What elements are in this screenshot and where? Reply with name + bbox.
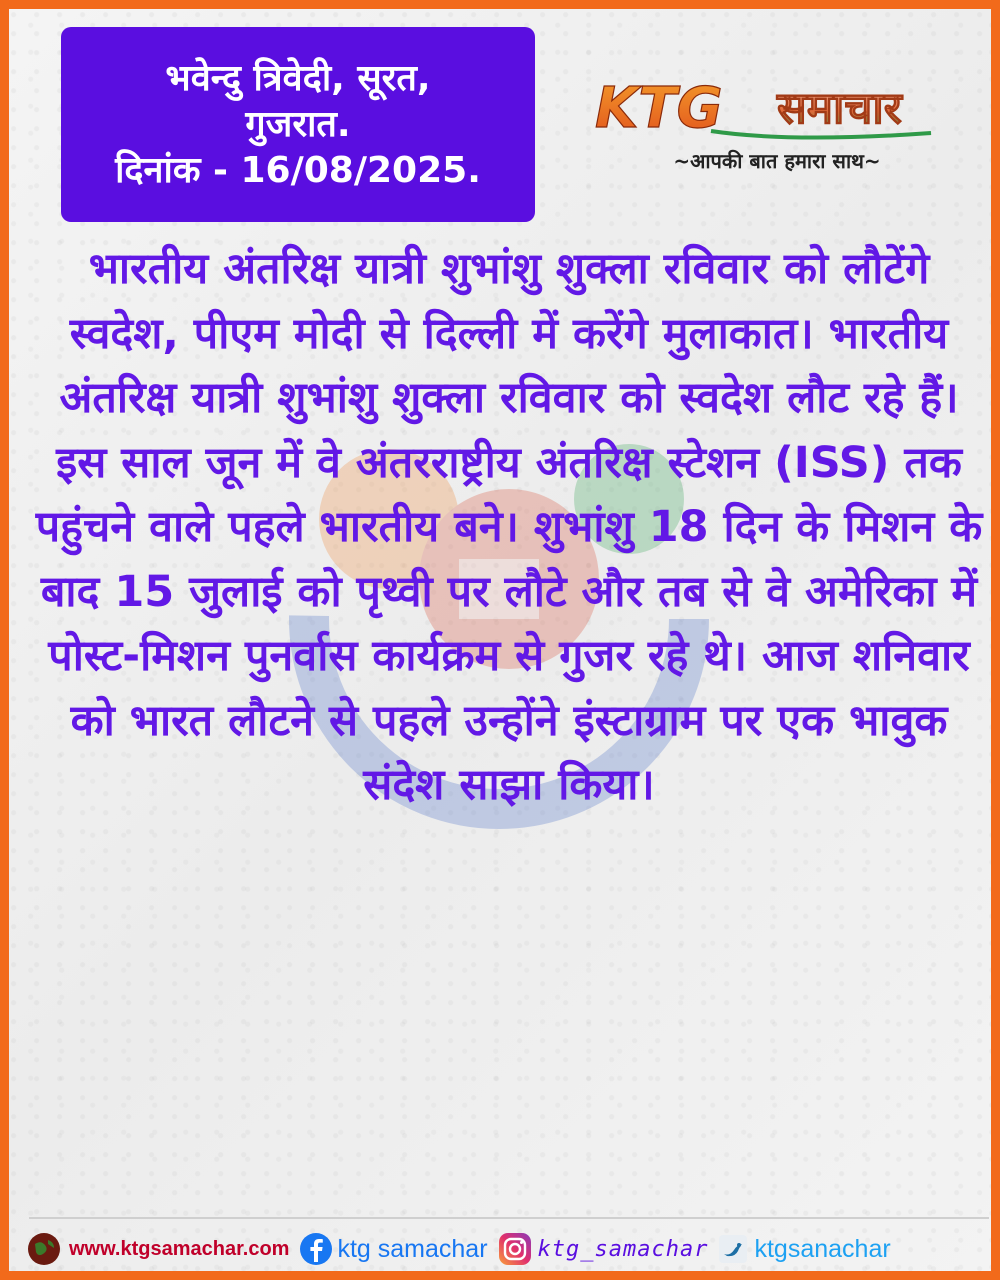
- logo-wordmark: [591, 71, 963, 141]
- facebook-handle: ktg samachar: [337, 1234, 488, 1263]
- byline-box: [61, 27, 535, 222]
- logo-brand-hindi: समाचार: [777, 83, 902, 134]
- report-date: दिनांक - 16/08/2025.: [115, 149, 481, 191]
- facebook-link[interactable]: [299, 1232, 487, 1266]
- reporter-state: गुजरात.: [245, 103, 351, 145]
- twitter-icon: [718, 1234, 748, 1264]
- website-url: www.ktgsamachar.com: [69, 1237, 290, 1260]
- reporter-location: भवेन्दु त्रिवेदी, सूरत,: [165, 57, 431, 99]
- instagram-link[interactable]: [498, 1232, 709, 1266]
- twitter-handle: ktgsanachar: [754, 1234, 891, 1263]
- footer-divider: [29, 1217, 989, 1219]
- logo-tagline: ~आपकी बात हमारा साथ~: [673, 149, 881, 173]
- instagram-handle: ktg_samachar: [537, 1236, 709, 1262]
- twitter-link[interactable]: [718, 1234, 890, 1264]
- website-link[interactable]: [27, 1232, 289, 1266]
- news-article-text: भारतीय अंतरिक्ष यात्री शुभांशु शुक्ला रविवार को लौटेंगे स्वदेश, पीएम मोदी से दिल्ली में करेंगे मुलाकात। भारतीय अंतरिक्ष यात्री शुभांशु शुक्ला रविवार को स्वदेश लौट रहे हैं। इस साल जून में वे अंतरराष्ट्रीय अंतरिक्ष स्टेशन (ISS) तक पहुंचने वाले पहले भारतीय बने। शुभांशु 18 दिन के मिशन के बाद 15 जुलाई को पृथ्वी पर लौटे और तब से वे अमेरिका में पोस्ट-मिशन पुनर्वास कार्यक्रम से गुजर रहे थे। आज शनिवार को भारत लौटने से पहले उन्होंने इंस्टाग्राम पर एक भावुक संदेश साझा किया।: [35, 244, 983, 810]
- facebook-icon: [299, 1232, 333, 1266]
- logo-brand-latin: KTG: [595, 76, 723, 141]
- globe-icon: [27, 1232, 61, 1266]
- instagram-icon: [498, 1232, 532, 1266]
- footer-social-bar: [27, 1229, 989, 1269]
- ktg-samachar-logo: [591, 71, 963, 183]
